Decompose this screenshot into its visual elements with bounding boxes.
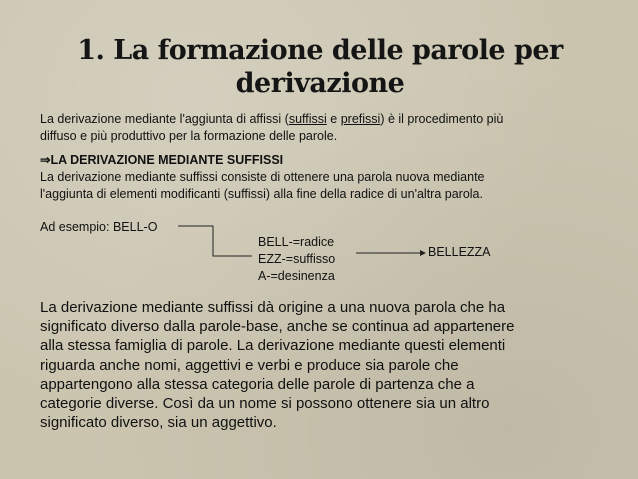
- derived-word: BELLEZZA: [428, 245, 491, 259]
- section-heading-text: LA DERIVAZIONE MEDIANTE SUFFISSI: [50, 153, 284, 167]
- implies-arrow-icon: ⇒: [40, 153, 51, 167]
- example-label: Ad esempio: BELL-O: [40, 220, 158, 234]
- intro-text-2: e: [326, 112, 341, 126]
- suffissi-link[interactable]: suffissi: [288, 112, 327, 126]
- intro-line-2: diffuso e più produttivo per la formazione delle parole.: [40, 129, 338, 143]
- intro-text-1: La derivazione mediante l'aggiunta di affissi (: [40, 112, 289, 126]
- section-heading: [40, 152, 600, 169]
- definition-line-2: l'aggiunta di elementi modificanti (suffissi) alla fine della radice di un'altra parola.: [40, 187, 483, 201]
- definition-paragraph: [40, 169, 600, 203]
- explanation-line: riguarda anche nomi, aggettivi e verbi e produce sia parole che: [40, 356, 459, 374]
- bracket-connector: [178, 226, 252, 256]
- morpheme-radice: BELL-=radice: [258, 235, 335, 249]
- prefissi-link[interactable]: prefissi: [340, 112, 381, 126]
- title-line-1: 1. La formazione delle parole per: [77, 35, 563, 66]
- morpheme-suffisso: EZZ-=suffisso: [258, 252, 336, 266]
- explanation-line: La derivazione mediante suffissi dà origine a una nuova parola che ha: [40, 299, 506, 316]
- explanation-line: significato diverso dalla parole-base, anche se continua ad appartenere: [40, 318, 515, 336]
- explanation-line: categorie diverse. Così da un nome si possono ottenere sia un altro: [40, 395, 490, 413]
- intro-paragraph: [40, 111, 600, 145]
- arrow-head-icon: [420, 250, 426, 256]
- morpheme-desinenza: A-=desinenza: [258, 269, 335, 283]
- explanation-paragraph: [40, 298, 600, 432]
- intro-text-3: ) è il procedimento più: [380, 112, 504, 126]
- morpheme-breakdown: [258, 234, 335, 285]
- definition-line-1: La derivazione mediante suffissi consiste di ottenere una parola nuova mediante: [40, 170, 485, 184]
- explanation-line: appartengono alla stessa categoria delle parole di partenza che a: [40, 375, 475, 393]
- title-line-2: derivazione: [235, 68, 405, 99]
- explanation-line: significato diverso, sia un aggettivo.: [40, 414, 277, 432]
- slide-title: [40, 34, 600, 100]
- explanation-line: alla stessa famiglia di parole. La derivazione mediante questi elementi: [40, 337, 506, 355]
